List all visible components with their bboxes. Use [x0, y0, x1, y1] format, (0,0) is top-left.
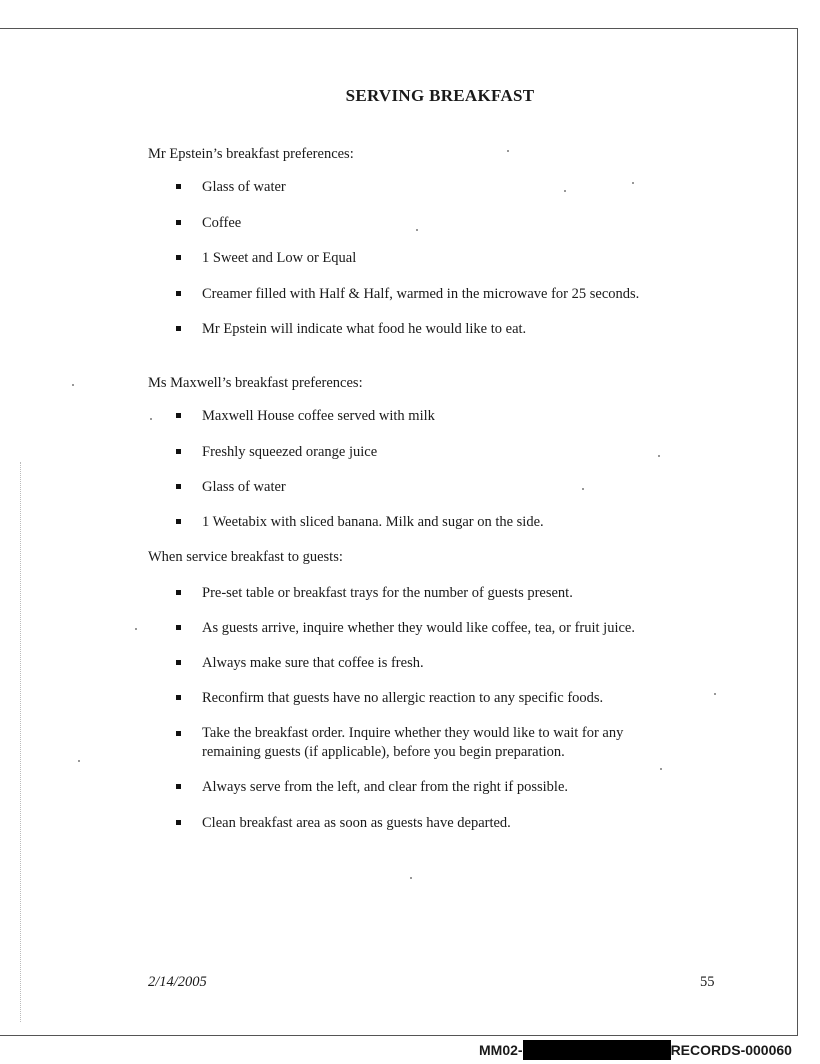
redaction-bar [523, 1040, 671, 1060]
list-item: Glass of water [202, 479, 286, 495]
list-item: Clean breakfast area as soon as guests have departed. [202, 815, 511, 831]
page-number: 55 [700, 974, 715, 990]
section-heading-maxwell: Ms Maxwell’s breakfast preferences: [148, 375, 363, 391]
bullet-icon [176, 820, 181, 825]
scan-speck [507, 150, 509, 152]
page-border-bottom [0, 1035, 798, 1036]
list-item: Coffee [202, 215, 242, 231]
bullet-icon [176, 449, 181, 454]
bullet-icon [176, 695, 181, 700]
list-item: Pre-set table or breakfast trays for the number of guests present. [202, 585, 573, 601]
bullet-icon [176, 731, 181, 736]
list-item: Freshly squeezed orange juice [202, 444, 378, 460]
scan-speck [410, 877, 412, 879]
bullet-icon [176, 184, 181, 189]
scan-speck [416, 229, 418, 231]
bullet-icon [176, 625, 181, 630]
scan-speck [150, 418, 152, 420]
page-border-right [797, 28, 798, 1036]
list-item: Always make sure that coffee is fresh. [202, 655, 424, 671]
section-heading-guests: When service breakfast to guests: [148, 549, 343, 565]
bullet-icon [176, 519, 181, 524]
list-item: Take the breakfast order. Inquire whether they would like to wait for any remaining guests (if applicable), before you begin preparation. [202, 725, 624, 760]
bates-suffix: RECORDS-000060 [670, 1042, 792, 1058]
footer-date: 2/14/2005 [148, 974, 207, 990]
scan-speck [78, 760, 80, 762]
bullet-icon [176, 326, 181, 331]
scan-speck [135, 628, 137, 630]
list-item: 1 Sweet and Low or Equal [202, 250, 357, 266]
list-item: Mr Epstein will indicate what food he would like to eat. [202, 321, 527, 337]
list-item: Reconfirm that guests have no allergic reaction to any specific foods. [202, 690, 604, 706]
bullet-icon [176, 220, 181, 225]
page-border-top [0, 28, 798, 29]
scan-speck [582, 488, 584, 490]
bullet-icon [176, 255, 181, 260]
scan-edge-mark [20, 462, 21, 1022]
scan-speck [564, 190, 566, 192]
bates-prefix: MM02- [479, 1042, 523, 1058]
section-heading-epstein: Mr Epstein’s breakfast preferences: [148, 146, 354, 162]
bates-number [479, 1040, 792, 1060]
scan-speck [660, 768, 662, 770]
scan-speck [658, 455, 660, 457]
bullet-icon [176, 590, 181, 595]
list-item: Glass of water [202, 179, 286, 195]
scan-speck [632, 182, 634, 184]
bullet-icon [176, 660, 181, 665]
bullet-icon [176, 291, 181, 296]
list-item: Creamer filled with Half & Half, warmed in the microwave for 25 seconds. [202, 286, 640, 302]
scan-speck [714, 693, 716, 695]
list-item: Maxwell House coffee served with milk [202, 408, 435, 424]
page-title: SERVING BREAKFAST [345, 86, 535, 105]
scan-speck [72, 384, 74, 386]
list-item: As guests arrive, inquire whether they would like coffee, tea, or fruit juice. [202, 620, 635, 636]
bullet-icon [176, 484, 181, 489]
list-item: Always serve from the left, and clear from the right if possible. [202, 779, 569, 795]
bullet-icon [176, 784, 181, 789]
bullet-icon [176, 413, 181, 418]
list-item: 1 Weetabix with sliced banana. Milk and sugar on the side. [202, 514, 544, 530]
